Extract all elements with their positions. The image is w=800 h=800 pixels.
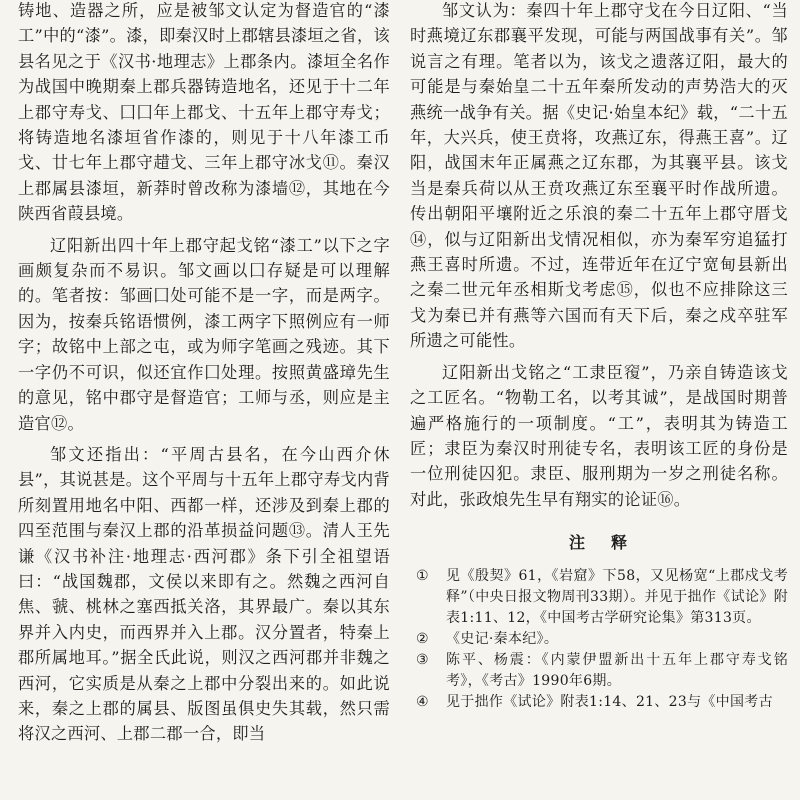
footnote-number: ③ — [416, 651, 429, 668]
footnote — [410, 692, 788, 713]
notes-heading: 注释 — [568, 533, 653, 553]
footnote-text: 见于拙作《试论》附表1:14、21、23与《中国考古 — [446, 693, 773, 710]
right-column — [410, 0, 788, 713]
left-column — [18, 0, 390, 747]
footnote — [410, 650, 788, 692]
footnote-number: ② — [416, 630, 429, 647]
footnote-text: 《史记·秦本纪》。 — [446, 630, 559, 647]
footnote — [410, 566, 788, 629]
footnote-text: 见《殷契》61，《岩窟》下58，又见杨宽“上郡戍戈考释”（中央日报文物周刊33期）。并见于拙作《试论》附表1:11、12，《中国考古学研究论集》第313页。 — [446, 567, 788, 626]
footnote — [410, 629, 788, 650]
paragraph-left-3: 邹文还指出：“平周古县名，在今山西介休县”，其说甚是。这个平周与十五年上郡守寿戈内背所刻置用地名中阳、西都一样，还涉及到秦上郡的四至范围与秦汉上郡的沿革损益问题⑬。清人王先谦《汉书补注·地理志·西河郡》条下引全祖望语曰：“战国魏郡，文侯以来即有之。然魏之西河自焦、虢、桃林之塞西抵关洛，其界最广。秦以其东界并入内史，而西界并入上郡。汉分置者，特秦上郡所属地耳。”据全氏此说，则汉之西河郡并非魏之西河，它实质是从秦之上郡中分裂出来的。如此说来，秦之上郡的属县、版图虽俱史失其载，然只需将汉之西河、上郡二郡一合，即当 — [18, 444, 390, 744]
paragraph-left-1: 铸地、造器之所，应是被邹文认定为督造官的“漆工”中的“漆”。漆，即秦汉时上郡辖县漆垣之省，该县名见之于《汉书·地理志》上郡条内。漆垣全名作为战国中晚期秦上郡兵器铸造地名，还见于十二年上郡守寿戈、囗囗年上郡戈、十五年上郡守寿戈；将铸造地名漆垣省作漆的，则见于十八年漆工币戈、廿七年上郡守趞戈、三年上郡守冰戈⑪。秦汉上郡属县漆垣，新莽时曾改称为漆墙⑫，其地在今陕西省葭县境。 — [18, 1, 390, 224]
paragraph-right-2: 辽阳新出戈铭之“工隶臣𥨍”，乃亲自铸造该戈之工匠名。“物勒工名，以考其诚”，是战国时期普遍严格施行的一项制度。“工”，表明其为铸造工匠；隶臣为秦汉时刑徒专名，表明该工匠的身份是一位刑徒囚犯。隶臣、服刑期为一岁之刑徒名称。对此，张政烺先生早有翔实的论证⑯。 — [410, 362, 788, 509]
paragraph-left-2: 辽阳新出四十年上郡守起戈铭“漆工”以下之字画颇复杂而不易识。邹文画以囗存疑是可以理解的。笔者按：邹画囗处可能不是一字，而是两字。因为，按秦兵铭语惯例，漆工两字下照例应有一师字；故铭中上部之屯，或为师字笔画之残迹。其下一字仍不可识，似还宜作囗处理。按照黄盛璋先生的意见，铭中郡守是督造官；工师与丞，则应是主造官⑫。 — [18, 235, 390, 433]
footnote-number: ① — [416, 567, 429, 584]
footnote-text: 陈平、杨震：《内蒙伊盟新出十五年上郡守寿戈铭考》，《考古》1990年6期。 — [446, 651, 788, 689]
paragraph-right-1: 邹文认为：秦四十年上郡守戈在今日辽阳、“当时燕境辽东郡襄平发现，可能与两国战事有关”。邹说言之有理。笔者以为，该戈之遗落辽阳，最大的可能是与秦始皇二十五年秦所发动的声势浩大的灭燕统一战争有关。据《史记·始皇本纪》载，“二十五年，大兴兵，使王贲将，攻燕辽东，得燕王喜”。辽阳，战国末年正属燕之辽东郡，为其襄平县。该戈当是秦兵荷以从王贲攻燕辽东至襄平时作战所遗。传出朝阳平壤附近之乐浪的秦二十五年上郡守厝戈⑭，似与辽阳新出戈情况相似，亦为秦军穷追猛打燕王喜时所遗。不过，连带近年在辽宁宽甸县新出之秦二世元年丞相斯戈考虑⑮，似也不应排除这三戈为秦已并有燕等六国而有天下后，秦之戍卒驻军所遗之可能性。 — [410, 1, 788, 351]
footnote-number: ④ — [416, 693, 429, 710]
